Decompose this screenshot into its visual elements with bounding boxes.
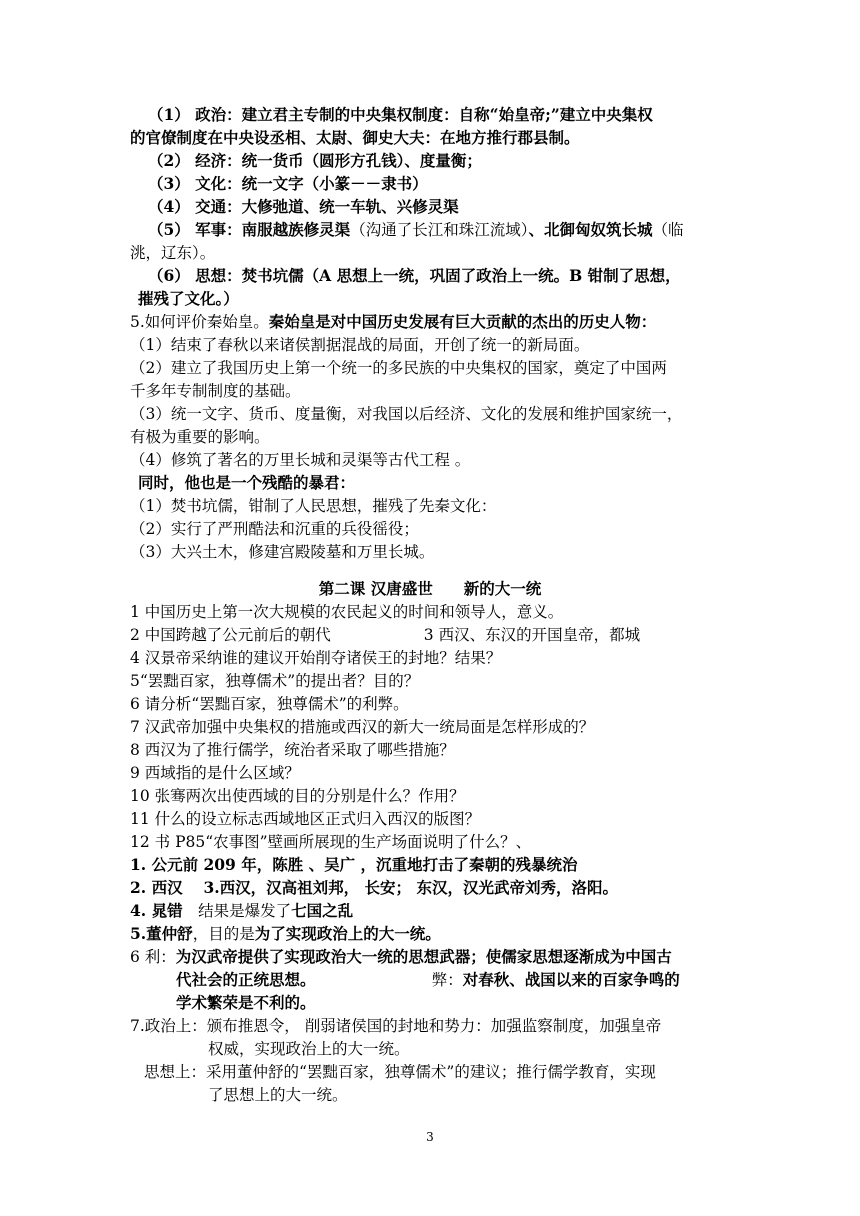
normal-text: 思想上：采用董仲舒的“罢黜百家，独尊儒术”的建议；推行儒学教育，实现 [144, 1063, 656, 1081]
bold-text: （1） 政治：建立君主专制的中央集权制度：自称“始皇帝;”建立中央集权 [148, 105, 653, 124]
bold-text: 的官僚制度在中央设丞相、太尉、御史大夫：在地方推行郡县制。 [130, 128, 580, 147]
normal-text: ，目的是 [192, 925, 255, 943]
question-line: 6 请分析“罢黜百家，独尊儒术”的利弊。 [130, 695, 409, 713]
bold-text: （2） 经济：统一货币（圆形方孔钱）、度量衡； [148, 151, 482, 170]
normal-text: 7.政治上：颁布推恩令， 削弱诸侯国的封地和势力：加强监察制度，加强皇帝 [130, 1017, 662, 1035]
text-line [148, 219, 748, 241]
question-line: 12 书 P85“农事图”壁画所展现的生产场面说明了什么？、 [130, 833, 532, 851]
normal-text: （2）实行了严刑酷法和沉重的兵役徭役； [130, 520, 419, 538]
lesson-title: 第二课 汉唐盛世 新的大一统 [318, 579, 542, 598]
answer-line [176, 969, 730, 991]
normal-text: 弊： [307, 971, 463, 989]
answer-line [208, 1038, 808, 1060]
normal-text: 6 利： [130, 948, 176, 966]
bold-text: 5.董仲舒 [130, 924, 193, 943]
bold-text: 为汉武帝提供了实现政治大一统的思想武器；使儒家思想逐渐成为中国古 [175, 947, 672, 966]
normal-text: （3）统一文字、货币、度量衡，对我国以后经济、文化的发展和维护国家统一， [130, 405, 683, 423]
normal-text: （3）大兴土木，修建宫殿陵墓和万里长城。 [130, 543, 435, 561]
bold-text: 为了实现政治上的大一统。 [254, 924, 441, 943]
normal-text: （临 [652, 221, 684, 239]
normal-text: 洮，辽东）。 [130, 244, 216, 262]
text-line [148, 196, 748, 218]
bold-text: （3） 文化：统一文字（小篆－－隶书） [148, 174, 428, 193]
text-line [130, 242, 730, 264]
text-line [130, 495, 730, 517]
answer-line [176, 992, 776, 1014]
question-line: 8 西汉为了推行儒学，统治者采取了哪些措施？ [130, 741, 455, 759]
answer-line [130, 946, 730, 968]
bold-text: 秦始皇是对中国历史发展有巨大贡献的杰出的历史人物： [268, 312, 657, 331]
text-line [130, 426, 730, 448]
text-line [148, 104, 748, 126]
normal-text: 权威，实现政治上的大一统。 [208, 1040, 410, 1058]
bold-text: （4） 交通：大修弛道、统一车轨、兴修灵渠 [148, 197, 459, 216]
answer-line [208, 1084, 808, 1106]
answer-line [130, 923, 730, 945]
answer-line [130, 900, 730, 922]
answer-line [130, 877, 730, 899]
text-line [148, 265, 748, 287]
normal-text: （1）结束了春秋以来诸侯割据混战的局面，开创了统一的新局面。 [130, 336, 590, 354]
bold-text: （5） 军事：南服越族修灵渠 [148, 220, 351, 239]
bold-text: 同时，他也是一个残酷的暴君： [138, 473, 356, 492]
text-line [130, 334, 730, 356]
question-line: 10 张骞两次出使西域的目的分别是什么？作用？ [130, 787, 465, 805]
normal-text: （沟通了长江和珠江流域） [350, 221, 529, 239]
normal-text: （2）建立了我国历史上第一个统一的多民族的中央集权的国家，奠定了中国两 [130, 359, 667, 377]
question-line: 2 中国跨越了公元前后的朝代 3 西汉、东汉的开国皇帝，都城 [130, 626, 641, 644]
bold-text: 4. 晁错 [130, 901, 183, 920]
text-line [130, 311, 730, 333]
text-line [148, 150, 748, 172]
bold-text: 对春秋、战国以来的百家争鸣的 [462, 970, 680, 989]
answer-line [130, 1015, 730, 1037]
bold-text: 1. 公元前 209 年，陈胜 、吴广 ，沉重地打击了秦朝的残暴统治 [130, 855, 578, 874]
answer-line [130, 854, 730, 876]
bold-text: 2. 西汉 3.西汉，汉高祖刘邦， 长安； 东汉，汉光武帝刘秀，洛阳。 [130, 878, 618, 897]
text-line [138, 472, 738, 494]
normal-text: 千多年专制制度的基础。 [130, 382, 301, 400]
text-line [130, 449, 730, 471]
normal-text: （1）焚书坑儒，钳制了人民思想，摧残了先秦文化： [130, 497, 497, 515]
normal-text: 5.如何评价秦始皇。 [130, 313, 269, 331]
normal-text: 结果是爆发了 [182, 902, 292, 920]
text-line [138, 288, 738, 310]
bold-text: （6） 思想：焚书坑儒（A 思想上一统，巩固了政治上一统。B 钳制了思想， [148, 266, 681, 285]
text-line [130, 541, 730, 563]
question-line: 4 汉景帝采纳谁的建议开始削夺诸侯王的封地？结果？ [130, 649, 502, 667]
question-line: 11 什么的设立标志西域地区正式归入西汉的版图？ [130, 810, 481, 828]
bold-text: 摧残了文化。） [138, 289, 239, 308]
question-line: 7 汉武帝加强中央集权的措施或西汉的新大一统局面是怎样形成的？ [130, 718, 595, 736]
text-line [130, 518, 730, 540]
text-line [130, 380, 730, 402]
bold-text: 学术繁荣是不利的。 [176, 993, 316, 1012]
normal-text: （4）修筑了著名的万里长城和灵渠等古代工程 。 [130, 451, 471, 469]
normal-text: 有极为重要的影响。 [130, 428, 270, 446]
text-line [130, 357, 730, 379]
answer-line [144, 1061, 744, 1083]
text-line [148, 173, 748, 195]
question-line: 1 中国历史上第一次大规模的农民起义的时间和领导人，意义。 [130, 603, 564, 621]
question-line: 9 西域指的是什么区域？ [130, 764, 300, 782]
page-number: 3 [426, 1130, 434, 1144]
bold-text: 七国之乱 [291, 901, 354, 920]
normal-text: 了思想上的大一统。 [208, 1086, 348, 1104]
bold-text: 代社会的正统思想。 [176, 970, 308, 989]
bold-text: 、北御匈奴筑长城 [528, 220, 653, 239]
text-line [130, 127, 730, 149]
text-line [130, 403, 730, 425]
question-line: 5“罢黜百家，独尊儒术”的提出者？目的？ [130, 672, 420, 690]
